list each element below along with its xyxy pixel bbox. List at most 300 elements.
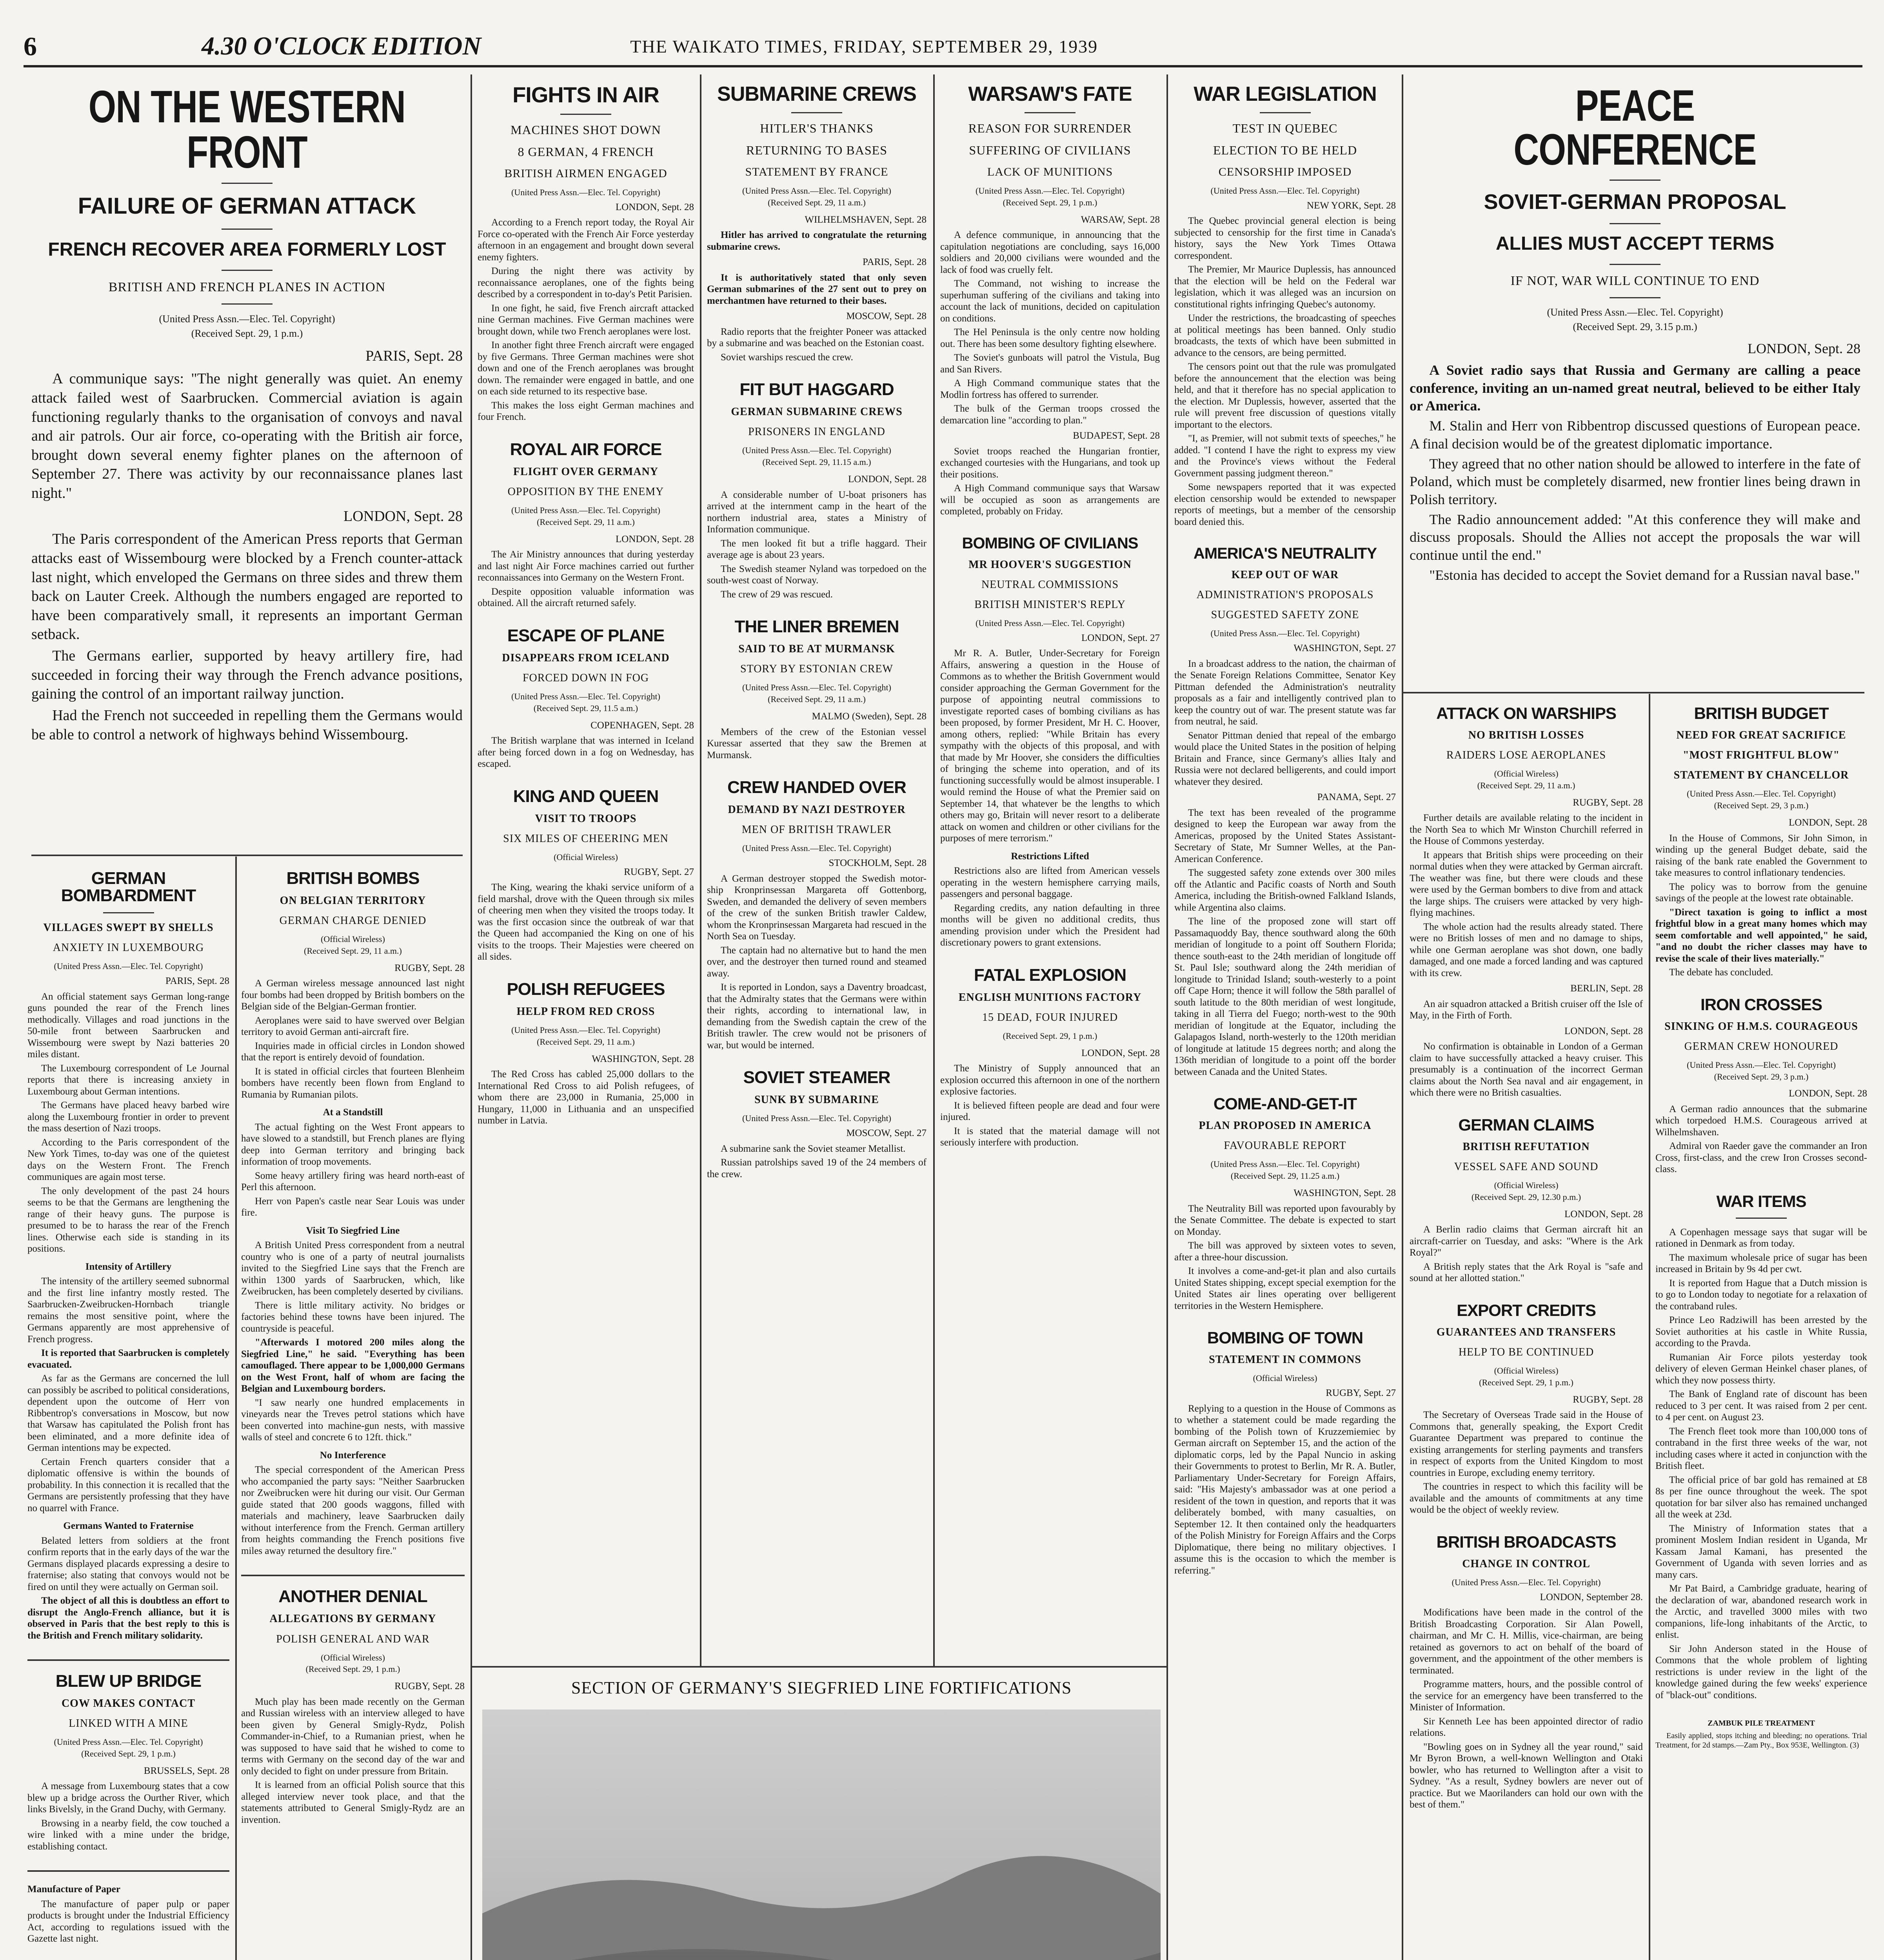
story-british-bombs [241,870,465,1557]
received-time: (Received Sept. 29, 1 p.m.) [305,1664,400,1674]
paragraph: "I, as Premier, will not submit texts of speeches," he added. "I contend I have the right to express my view and the Province's views without the Federal Government passing judgment thereon." [1174,433,1396,479]
paragraph: A German wireless message announced last night four bombs had been dropped by British bombers on the Belgian side of the Belgian-German frontier. [241,978,465,1012]
deck: IF NOT, WAR WILL CONTINUE TO END [1510,273,1760,288]
paragraph: Senator Pittman denied that repeal of the embargo would place the United States in the position of helping Britain and France, since Germany's allies Italy and Russia were not declared belligerents, and could import whatever they desired. [1174,730,1396,787]
paragraph: "Estonia has decided to accept the Soviet demand for a Russian naval base." [1429,567,1860,583]
story-war-items [1655,1193,1867,1701]
folio-line: THE WAIKATO TIMES, FRIDAY, SEPTEMBER 29, 1939 [630,36,1098,56]
deck: BRITISH REFUTATION [1463,1140,1590,1153]
paragraph: A communique says: "The night generally was quiet. An enemy attack failed west of Saarbrucken. Commercial aviation is again functioning regularly thanks to the organisation of convoys and naval and air patrols. Our air force, co-operating with the British air force, brought down several enemy fighter planes on the afternoon of September 27. There was activity by our reconnaissance planes last night." [31,370,463,502]
dateline: LONDON, Sept. 28 [1789,817,1867,828]
story-submarine-crews [707,84,927,363]
deck: MEN OF BRITISH TRAWLER [741,824,892,836]
paragraph: It involves a come-and-get-it plan and also curtails United States shipping, except special exemption for the United States air lines operating over belligerent territories in the Western Hemisphere. [1174,1266,1396,1311]
paragraph: The censors point out that the rule was promulgated before the announcement that the election was being held, and that it therefore has no special application to the election. Mr Duplessis, however, asserted that the rule will prevent free discussion of questions vitally important to the electors. [1174,361,1396,430]
deck: TEST IN QUEBEC [1232,121,1338,135]
paragraph: It is reported that Saarbrucken is completely evacuated. [27,1348,229,1370]
deck: NEUTRAL COMMISSIONS [981,578,1119,591]
paragraph: A Soviet radio says that Russia and Germany are calling a peace conference, inviting an un-named great neutral, believed to be either Italy or America. [1410,362,1860,414]
dateline: PARIS, Sept. 28 [365,347,463,364]
received-time: (Received Sept. 29, 1 p.m.) [191,328,303,339]
deck: 8 GERMAN, 4 FRENCH [518,144,654,159]
wire-credit: (United Press Assn.—Elec. Tel. Copyright) [1210,1159,1360,1169]
paragraph: Sir John Anderson stated in the House of Commons that the whole problem of lighting restrictions is under review in the light of the knowledge gained during the few weeks' experience of "black-out" conditions. [1655,1643,1867,1700]
deck: SIX MILES OF CHEERING MEN [503,832,669,845]
divider [1610,180,1661,181]
column-6 [1174,78,1396,1960]
subheading: Intensity of Artillery [85,1261,172,1272]
deck: ON BELGIAN TERRITORY [280,895,426,907]
dateline: LONDON, Sept. 28 [616,201,694,212]
deck: SUGGESTED SAFETY ZONE [1211,609,1359,621]
paragraph: It is reported from Hague that a Dutch mission is to go to London today to negotiate for a relaxation of the contraband rules. [1655,1278,1867,1312]
paragraph: The Air Ministry announces that during yesterday and last night Air Force machines carried out further reconnaissances into Germany on the Western Front. [478,549,694,583]
photo-title: SECTION OF GERMANY'S SIEGFRIED LINE FORTIFICATIONS [571,1678,1072,1697]
column-rule [471,74,472,1960]
story-british-budget [1655,705,1867,978]
dateline: MOSCOW, Sept. 27 [846,1128,927,1139]
paragraph: "Direct taxation is going to inflict a most frightful blow in a great many homes which may seem comfortable and well appointed," he said, "and no doubt the richer classes may have to revise the scale of their lives materially." [1655,907,1867,964]
dateline: BRUSSELS, Sept. 28 [144,1765,229,1776]
headline: SOVIET STEAMER [743,1068,890,1087]
paragraph: Some newspapers reported that it was expected election censorship would be extended to newspaper reports of meetings, but a member of the censorship board denied this. [1174,482,1396,527]
deck: LACK OF MUNITIONS [987,165,1113,178]
story-iron-crosses [1655,996,1867,1175]
deck: VESSEL SAFE AND SOUND [1454,1161,1599,1173]
advertisement [1655,1719,1867,1750]
wire-credit: (United Press Assn.—Elec. Tel. Copyright) [742,445,891,456]
wire-credit: (Official Wireless) [554,852,618,862]
divider [1610,223,1661,224]
paragraph: Mr Pat Baird, a Cambridge graduate, hearing of the declaration of war, abandoned research work in the Arctic, and travelled 3000 miles with two companions, life-long inhabitants of the Arctic, to enlist. [1655,1583,1867,1641]
dateline: LONDON, Sept. 28 [1564,1209,1643,1220]
received-time: (Received Sept. 29, 11.25 a.m.) [1230,1171,1340,1181]
divider [241,1575,465,1576]
paragraph: Russian patrolships saved 19 of the 24 members of the crew. [707,1157,927,1180]
paragraph: Programme matters, hours, and the possible control of the service for an emergency have been transferred to the Minister of Information. [1410,1679,1643,1713]
dateline: WILHELMSHAVEN, Sept. 28 [805,214,927,225]
dateline: LONDON, Sept. 28 [848,474,927,485]
paragraph: The Paris correspondent of the American Press reports that German attacks east of Wissembourg were blocked by a French counter-attack last night, which enveloped the Germans on three sides and threw them back on Lauter Creek. Although the numbers engaged are reported to have been comparatively small, it represents an important German setback. [31,531,463,643]
column-1a [27,864,229,1960]
deck: ADMINISTRATION'S PROPOSALS [1196,589,1374,601]
received-time: (Received Sept. 29, 1 p.m.) [1003,197,1097,207]
received-time: (Received Sept. 29, 3 p.m.) [1714,1071,1809,1082]
wire-credit: (United Press Assn.—Elec. Tel. Copyright) [976,185,1125,196]
subheading: Manufacture of Paper [27,1884,120,1895]
wire-credit: (United Press Assn.—Elec. Tel. Copyright) [1547,307,1723,318]
received-time: (Received Sept. 29, 1 p.m.) [1479,1377,1573,1387]
story-attack-on-warships [1410,705,1643,1099]
wire-credit: (United Press Assn.—Elec. Tel. Copyright) [511,505,660,515]
wire-credit: (Official Wireless) [1494,1180,1559,1191]
column-3 [478,78,694,1662]
deck: SOVIET-GERMAN PROPOSAL [1484,190,1786,214]
headline: BRITISH BUDGET [1694,704,1829,722]
deck: STATEMENT BY CHANCELLOR [1673,769,1849,782]
paragraph: The Red Cross has cabled 25,000 dollars to the International Red Cross to aid Polish refugees, of whom there are 23,000 in Rumania, 25,000 in Hungary, 11,000 in Lithuania and an unspecified number in Latvia. [478,1069,694,1126]
story-manufacture-of-paper [27,1884,229,1945]
divider [27,1870,229,1872]
received-time: (Received Sept. 29, 11 a.m.) [537,1036,635,1047]
paragraph: The text has been revealed of the programme designed to keep the European war away from the Americas, proposed by the United States Assistant-Secretary of State, Mr Sumner Welles, at the Pan-American Conference. [1174,807,1396,864]
wire-credit: (United Press Assn.—Elec. Tel. Copyright) [54,961,203,971]
headline: POLISH REFUGEES [507,979,665,999]
deck: HELP TO BE CONTINUED [1458,1346,1594,1358]
divider [1736,1218,1787,1219]
deck: SAID TO BE AT MURMANSK [738,643,895,655]
dateline: LONDON, Sept. 28 [1081,1047,1160,1058]
dateline: LONDON, Sept. 28 [616,534,694,544]
story-crew-handed-over [707,779,927,1051]
paragraph: Despite opposition valuable information was obtained. All the aircraft returned safely. [478,586,694,609]
paragraph: The Ministry of Supply announced that an explosion occurred this afternoon in one of the northern explosive factories. [940,1063,1160,1097]
headline: IRON CROSSES [1700,995,1822,1014]
deck: FLIGHT OVER GERMANY [513,465,659,478]
divider [1402,692,1864,693]
paragraph: A British United Press correspondent from a neutral country who is one of a party of neutral journalists invited to the Siegfried Line says that the French are within 1300 yards of Saarbrucken, which, like Zweibrucken, has been completely deserted by civilians. [241,1240,465,1297]
wire-credit: (United Press Assn.—Elec. Tel. Copyright) [511,187,660,197]
deck: GERMAN CHARGE DENIED [279,915,427,927]
paragraph: It is learned from an official Polish source that this alleged interview never took place, and that the statements attributed to General Smigly-Rydz are an invention. [241,1780,465,1825]
headline: GERMAN BOMBARDMENT [61,869,196,905]
dateline: RUGBY, Sept. 28 [394,962,465,973]
story-peace-conference [1410,78,1860,690]
paragraph: "I saw nearly one hundred emplacements in vineyards near the Treves petrol stations which have been converted into machine-gun nests, with massive walls of steel and concrete 6 to 12ft. thick." [241,1397,465,1443]
dateline: WASHINGTON, Sept. 28 [1294,1188,1396,1199]
headline: BRITISH BOMBS [286,869,420,888]
dateline: WASHINGTON, Sept. 28 [592,1053,694,1064]
deck: BRITISH AND FRENCH PLANES IN ACTION [108,279,386,294]
received-time: (Received Sept. 29, 12.30 p.m.) [1471,1192,1581,1202]
column-7a [1410,700,1643,1960]
headline: ON THE WESTERN FRONT [88,81,406,178]
wire-credit: (United Press Assn.—Elec. Tel. Copyright) [1452,1577,1601,1587]
deck: NO BRITISH LOSSES [1468,729,1584,741]
deck: BRITISH AIRMEN ENGAGED [504,167,667,180]
deck: CENSORSHIP IMPOSED [1218,165,1352,178]
divider [1260,112,1311,113]
wire-credit: (Official Wireless) [1494,769,1559,779]
headline: KING AND QUEEN [513,786,659,806]
paragraph: M. Stalin and Herr von Ribbentrop discussed questions of European peace. A final decision would be of the greatest diplomatic importance. [1410,418,1860,452]
paragraph: Replying to a question in the House of Commons as to whether a statement could be made regarding the bombing of the Polish town of Kruzzemiemiec by German aircraft on September 15, and the action of the diplomatic corps, led by the Papal Nuncio in asking their Governments to protest to Berlin, Mr R. A. Butler, Parliamentary Under-Secretary for Foreign Affairs, said: "His Majesty's ambassador was at one period a resident of the town in question, and reports that it was deliberately bombed, with many casualties, on September 12. It then contained only the headquarters of the Polish Ministry for Foreign Affairs and the Corps Diplomatique, there being no military objectives. I assume this is the occasion to which the member is referring." [1174,1403,1396,1576]
story-blew-up-bridge [27,1673,229,1852]
paragraph: The Hel Peninsula is the only centre now holding out. There has been some desultory fighting elsewhere. [940,327,1160,349]
paragraph: A considerable number of U-boat prisoners has arrived at the internment camp in the heart of the northern industrial area, states a Ministry of Information communique. [707,489,927,535]
headline: ROYAL AIR FORCE [510,439,662,459]
paragraph: The policy was to borrow from the genuine savings of the people at the lowest rate obtainable. [1655,881,1867,904]
paragraph: The only development of the past 24 hours seems to be that the Germans are lengthening the range of their heavy guns. The purpose is presumed to be to harass the rear of the French lines. Otherwise each side is standing in its positions. [27,1185,229,1254]
wire-credit: (Official Wireless) [321,1652,385,1662]
story-soviet-steamer [707,1069,927,1180]
paragraph: The Command, not wishing to increase the superhuman suffering of the civilians and taking into account the lack of munitions, decided on capitulation on conditions. [940,278,1160,324]
story-royal-air-force [478,441,694,609]
paragraph: Much play has been made recently on the German and Russian wireless with an interview alleged to have been given by General Smigly-Rydz, Polish Commander-in-Chief, to a Rumanian priest, when he was supposed to have said that he wished to come to terms with Germany on the second day of the war and only decided to fight on under pressure from Britain. [241,1696,465,1777]
dateline: BUDAPEST, Sept. 28 [1073,430,1160,441]
deck: ENGLISH MUNITIONS FACTORY [958,991,1142,1004]
paragraph: Had the French not succeeded in repelling them the Germans would be able to control a network of highways behind Wissembourg. [31,707,463,743]
page-masthead [24,27,1862,67]
paragraph: Sir Kenneth Lee has been appointed director of radio relations. [1410,1716,1643,1739]
divider [560,114,611,115]
paragraph: No confirmation is obtainable in London of a German claim to have successfully attacked a heavy cruiser. This presumably is a continuation of the incorrect German claims about the North Sea naval and air engagement, in which there were no British casualties. [1410,1041,1643,1098]
dateline: LONDON, September 28. [1540,1592,1643,1602]
story-bombing-of-civilians [940,535,1160,949]
paragraph: The bill was approved by sixteen votes to seven, after a three-hour discussion. [1174,1240,1396,1263]
paragraph: Admiral von Raeder gave the commander an Iron Cross, first-class, and the crew Iron Crosses second-class. [1655,1141,1867,1175]
wire-credit: (United Press Assn.—Elec. Tel. Copyright) [1687,789,1836,799]
deck: DISAPPEARS FROM ICELAND [502,652,670,664]
story-fights-in-air [478,84,694,423]
divider [103,912,154,913]
dateline: WARSAW, Sept. 28 [1081,214,1160,225]
deck: 15 DEAD, FOUR INJURED [982,1011,1118,1024]
deck: SUNK BY SUBMARINE [754,1094,879,1106]
headline: COME-AND-GET-IT [1213,1094,1357,1113]
paragraph: The British warplane that was interned in Iceland after being forced down in a fog on Wednesday, has escaped. [478,735,694,769]
dateline: LONDON, Sept. 28 [1748,340,1860,356]
paragraph: It appears that British ships were proceeding on their normal duties when they were attacked by German aircraft. The weather was fine, but there were clouds and these were used by the German bombers to dive from and attack the large ships. The cruisers were attacked by very high-flying machines. [1410,849,1643,918]
received-time: (Received Sept. 29, 1 p.m.) [81,1749,176,1759]
divider [1025,112,1076,113]
paragraph: In a broadcast address to the nation, the chairman of the Senate Foreign Relations Committee, Senator Key Pittman defended the Administration's neutrality proposals as a fair and intelligently contrived plan to keep the country out of war. The present statute was far from neutral, he said. [1174,658,1396,727]
subheading: Germans Wanted to Fraternise [63,1521,194,1532]
paragraph: The Premier, Mr Maurice Duplessis, has announced that the election will be held on the Federal war legislation, which it was alleged was an incursion on constitutional rights infringing Quebec's autonomy. [1174,264,1396,310]
siegfried-line-photo [482,1710,1161,1960]
paragraph: The Neutrality Bill was reported upon favourably by the Senate Committee. The debate is expected to start on Monday. [1174,1203,1396,1237]
paragraph: The captain had no alternative but to hand the men over, and the destroyer then turned round and steamed away. [707,945,927,979]
edition-label: 4.30 O'CLOCK EDITION [202,32,481,60]
deck: OPPOSITION BY THE ENEMY [507,485,664,498]
headline: BRITISH BROADCASTS [1436,1532,1616,1551]
paragraph: A High Command communique states that the Modlin fortress has offered to surrender. [940,378,1160,400]
divider [791,112,842,113]
dateline: COPENHAGEN, Sept. 28 [590,720,694,731]
story-bombing-of-town [1174,1330,1396,1576]
deck: FAILURE OF GERMAN ATTACK [78,193,416,219]
headline: EXPORT CREDITS [1457,1301,1596,1319]
paragraph: The Swedish steamer Nyland was torpedoed on the south-west coast of Norway. [707,563,927,586]
headline: ATTACK ON WARSHIPS [1436,704,1616,722]
page-number: 6 [24,31,37,61]
deck: GERMAN SUBMARINE CREWS [731,406,903,418]
deck: ELECTION TO BE HELD [1213,143,1357,157]
paragraph: The special correspondent of the American Press who accompanied the party says: "Neither Saarbrucken nor Zweibrucken were hit during our visit. Our German guide stated that 200 goods waggons, filled with materials and machinery, leave Saarbrucken daily without interference from the French. German artillery from heights commanding the French positions five miles away returned the desultory fire." [241,1465,465,1556]
divider [1610,297,1661,298]
deck: SUFFERING OF CIVILIANS [969,143,1131,157]
headline: SUBMARINE CREWS [717,83,916,105]
dateline: RUGBY, Sept. 27 [1326,1388,1396,1399]
story-german-claims [1410,1117,1643,1284]
story-german-bombardment [27,870,229,1641]
deck: MACHINES SHOT DOWN [511,123,661,137]
headline: BOMBING OF TOWN [1207,1328,1363,1347]
paragraph: Members of the crew of the Estonian vessel Kuressar asserted that they saw the Bremen at Murmansk. [707,726,927,760]
headline: BLEW UP BRIDGE [55,1671,202,1691]
divider [27,1659,229,1661]
paragraph: Rumanian Air Force pilots yesterday took delivery of eleven German Heinkel chaser planes, of which they now possess thirty. [1655,1352,1867,1386]
wire-credit: (United Press Assn.—Elec. Tel. Copyright) [1210,185,1360,196]
story-come-and-get-it [1174,1096,1396,1312]
headline: ESCAPE OF PLANE [507,626,665,645]
story-americas-neutrality [1174,546,1396,1078]
paragraph: An official statement says German long-range guns pounded the rear of the French lines methodically. Villages and road junctions in the 50-mile front between Saarbrucken and Wissembourg were swept by Nazi batteries 20 miles distant. [27,991,229,1060]
wire-credit: (Official Wireless) [321,934,385,944]
paragraph: Browsing in a nearby field, the cow touched a wire linked with a mine under the bridge, establishing contact. [27,1818,229,1852]
received-time: (Received Sept. 29, 3.15 p.m.) [1573,321,1697,333]
paragraph: The official price of bar gold has remained at £8 8s per fine ounce throughout the week. The spot quotation for bar silver also has remained unchanged all the week at 23d. [1655,1474,1867,1520]
deck: PRISONERS IN ENGLAND [748,426,885,438]
paragraph: "Afterwards I motored 200 miles along the Siegfried Line," he said. "Everything has been camouflaged. There appear to be 1,000,000 Germans on the West Front, half of whom are facing the Belgian and Luxembourg borders. [241,1337,465,1394]
paragraph: The King, wearing the khaki service uniform of a field marshal, drove with the Queen through six miles of cheering men when they visited the troops today. It was the first occasion since the outbreak of war that the Queen had accompanied the King on one of his visits to the troops. Their Majesties were cheered on all sides. [478,882,694,962]
paragraph: It is believed fifteen people are dead and four were injured. [940,1100,1160,1123]
deck: FORCED DOWN IN FOG [522,671,649,684]
wire-credit: (United Press Assn.—Elec. Tel. Copyright) [54,1737,203,1747]
paragraph: Restrictions also are lifted from American vessels operating in the western hemisphere carrying mails, passengers and personal baggage. [940,866,1160,900]
dateline: LONDON, Sept. 28 [1789,1088,1867,1099]
paragraph: The manufacture of paper pulp or paper products is brought under the Industrial Efficiency Act, according to regulations issued with the Gazette last night. [27,1898,229,1944]
dateline: NEW YORK, Sept. 28 [1306,200,1396,211]
received-time: (Received Sept. 29, 11 a.m.) [768,694,866,704]
paragraph: According to the Paris correspondent of the New York Times, to-day was one of the quietest days on the Western Front. The French communiques are again most terse. [27,1137,229,1183]
divider [222,303,273,305]
paragraph: The suggested safety zone extends over 300 miles off the Atlantic and Pacific coasts of North and South America, including the British-owned Falkland Islands, while Argentina also claims. [1174,867,1396,913]
paragraph: Hitler has arrived to congratulate the returning submarine crews. [707,230,927,252]
photo-block [482,1678,1161,1960]
paragraph: They agreed that no other nation should be allowed to interfere in the fate of Poland, which must be completely disarmed, new frontier lines being drawn in Polish territory. [1410,456,1860,507]
deck: ALLEGATIONS BY GERMANY [269,1613,436,1625]
paragraph: The Ministry of Information states that a prominent Moslem Indian resident in Uganda, Mr Kassam Jamal Kamani, has presented the Government of Uganda with seven lorries and as many cars. [1655,1523,1867,1580]
paragraph: The debate has concluded. [1669,967,1773,978]
paragraph: The bulk of the German troops crossed the demarcation line "according to plan." [940,403,1160,426]
column-rule [235,857,237,1960]
headline: CREW HANDED OVER [727,778,906,797]
headline: GERMAN CLAIMS [1458,1115,1594,1134]
wire-credit: (United Press Assn.—Elec. Tel. Copyright) [742,185,891,196]
column-5 [940,78,1160,1662]
deck: NEED FOR GREAT SACRIFICE [1676,729,1846,741]
deck: BRITISH MINISTER'S REPLY [974,598,1126,611]
received-time: (Received Sept. 29, 11.5 a.m.) [533,703,638,713]
column-rule [1402,74,1403,1960]
divider [471,1666,1168,1668]
dateline: RUGBY, Sept. 28 [1573,1394,1643,1405]
paragraph: The Secretary of Overseas Trade said in the House of Commons that, generally speaking, the Export Credit Guarantee Department was prepared to continue the existing arrangements for sterling payments and transfers in respect of exports from the United Kingdom to most countries in Europe, excluding enemy territory. [1410,1410,1643,1478]
wire-credit: (United Press Assn.—Elec. Tel. Copyright) [159,313,335,325]
deck: ALLIES MUST ACCEPT TERMS [1495,233,1775,254]
headline: FIT BUT HAGGARD [739,380,894,399]
received-time: (Received Sept. 29, 11 a.m.) [537,517,635,527]
column-rule [700,74,701,1666]
headline: PEACE CONFERENCE [1513,81,1757,174]
deck: FRENCH RECOVER AREA FORMERLY LOST [48,239,446,260]
received-time: (Received Sept. 29, 11 a.m.) [304,946,402,956]
wire-credit: (United Press Assn.—Elec. Tel. Copyright) [511,1025,660,1035]
paragraph: In another fight three French aircraft were engaged by five Germans. Three German machines were shot down and one of the French aeroplanes was brought down. The remainder were engaged in battle, and one on each side returned to its respective base. [478,340,694,397]
wire-credit: (United Press Assn.—Elec. Tel. Copyright) [1687,1060,1836,1070]
ad-title: ZAMBUK PILE TREATMENT [1708,1719,1815,1728]
dateline: RUGBY, Sept. 28 [1573,797,1643,808]
deck: "MOST FRIGHTFUL BLOW" [1682,749,1840,762]
paragraph: A message from Luxembourg states that a cow blew up a bridge across the Ourther River, which links Bivelsly, in the Grand Duchy, with Germany. [27,1781,229,1815]
paragraph: The actual fighting on the West Front appears to have slowed to a standstill, but French planes are flying deep into German territory and bringing back information of troop movements. [241,1122,465,1167]
paragraph: The Soviet's gunboats will patrol the Vistula, Bug and San Rivers. [940,352,1160,375]
deck: DEMAND BY NAZI DESTROYER [728,804,906,816]
deck: COW MAKES CONTACT [61,1697,196,1710]
paragraph: Inquiries made in official circles in London showed that the report is entirely devoid of foundation. [241,1040,465,1063]
deck: STORY BY ESTONIAN CREW [740,663,893,675]
paragraph: An air squadron attacked a British cruiser off the Isle of May, in the Firth of Forth. [1410,998,1643,1021]
deck: PLAN PROPOSED IN AMERICA [1199,1120,1372,1132]
paragraph: Herr von Papen's castle near Sear Louis was under fire. [241,1196,465,1218]
story-fatal-explosion [940,967,1160,1149]
wire-credit: (United Press Assn.—Elec. Tel. Copyright) [742,1113,891,1123]
paragraph: Soviet troops reached the Hungarian frontier, exchanged courtesies with the Hungarians, and took up their positions. [940,446,1160,480]
story-escape-of-plane [478,627,694,770]
headline: FIGHTS IN AIR [512,82,659,107]
paragraph: Under the restrictions, the broadcasting of speeches at political meetings has been banned. Only studio broadcasts, the texts of which have been submitted in advance to the censors, are being permitted. [1174,313,1396,358]
deck: VISIT TO TROOPS [535,812,637,825]
received-time: (Received Sept. 29, 1 p.m.) [1003,1031,1097,1041]
deck: FAVOURABLE REPORT [1224,1140,1346,1152]
subheading: At a Standstill [323,1107,383,1118]
paragraph: During the night there was activity by reconnaissance aeroplanes, one of the fights being described by a correspondent in to-day's Petit Parisien. [478,266,694,300]
paragraph: Mr R. A. Butler, Under-Secretary for Foreign Affairs, answering a question in the House of Commons as to whether the British Government would consider approaching the German Government for the purpose of appointing neutral commissions to investigate reported cases of bombing civilians as has been proposed, by former President, Mr H. C. Hoover, among others, replied: "While Britain has every sympathy with the objects of this proposal, and with that made by Mr Hoover, she considers the difficulties of bringing the scheme into operation, and of its functioning successfully would be almost insuperable. I would remind the House of what the Premier said on September 14, that whatever be the lengths to which others may go, Britain will never resort to a deliberate attack on women and children or other civilians for the purposes of mere terrorism." [940,648,1160,844]
column-8 [1655,700,1867,1960]
dateline: LONDON, Sept. 28 [1564,1025,1643,1036]
ad-text: Easily applied, stops itching and bleeding; no operations. Trial Treatment, for 2d stamps.—Zam Pty., Box 953E, Wellington. (3) [1655,1731,1867,1749]
deck: GERMAN CREW HONOURED [1684,1040,1839,1053]
deck: RETURNING TO BASES [746,143,887,157]
headline: WAR ITEMS [1716,1192,1806,1210]
deck: SINKING OF H.M.S. COURAGEOUS [1664,1020,1858,1033]
column-rule [1166,74,1168,1960]
deck: RAIDERS LOSE AEROPLANES [1446,749,1606,762]
deck: STATEMENT IN COMMONS [1209,1354,1361,1366]
paragraph: The maximum wholesale price of sugar has been increased in Britain by 9s 4d per cwt. [1655,1252,1867,1275]
paragraph: The Luxembourg correspondent of Le Journal reports that there is increasing anxiety in Luxembourg about German intentions. [27,1063,229,1097]
wire-credit: (United Press Assn.—Elec. Tel. Copyright) [976,618,1125,628]
paragraph: The crew of 29 was rescued. [721,589,833,600]
dateline: LONDON, Sept. 28 [343,508,463,524]
paragraph: The Quebec provincial general election is being subjected to censorship for the first time in Canada's history, says the New York Times Ottawa correspondent. [1174,216,1396,261]
headline: AMERICA'S NEUTRALITY [1193,545,1377,563]
paragraph: Aeroplanes were said to have swerved over Belgian territory to avoid German anti-aircraft fire. [241,1015,465,1038]
paragraph: It is stated that the material damage will not seriously interfere with production. [940,1125,1160,1148]
paragraph: A submarine sank the Soviet steamer Metallist. [721,1143,906,1154]
paragraph: The men looked fit but a trifle haggard. Their average age is about 23 years. [707,538,927,561]
paragraph: The French fleet took more than 100,000 tons of contraband in the first three weeks of the war, not including cases where it acted in conjunction with the British fleet. [1655,1426,1867,1472]
dateline: MOSCOW, Sept. 28 [846,311,927,322]
paragraph: This makes the loss eight German machines and four French. [478,400,694,423]
story-war-legislation [1174,84,1396,528]
paragraph: Certain French quarters consider that a diplomatic offensive is within the bounds of probability. In this connection it is recalled that the Germans are persistently professing that they have no quarrel with France. [27,1456,229,1514]
deck: POLISH GENERAL AND WAR [276,1633,430,1645]
paragraph: A defence communique, in announcing that the capitulation negotiations are concluding, says 16,000 soldiers and 20,000 civilians were wounded and the lack of food was cruelly felt. [940,230,1160,275]
dateline: RUGBY, Sept. 27 [624,866,694,877]
headline: BOMBING OF CIVILIANS [962,534,1138,552]
wire-credit: (Official Wireless) [1494,1366,1559,1376]
column-2 [241,864,465,1960]
dateline: STOCKHOLM, Sept. 28 [828,858,927,869]
deck: VILLAGES SWEPT BY SHELLS [43,922,214,934]
paragraph: Regarding credits, any nation defaulting in three months will be given no additional credits, thus amending provision under which the President had discretionary powers to grant extensions. [940,902,1160,948]
dateline: PARIS, Sept. 28 [165,976,229,987]
dateline: PANAMA, Sept. 27 [1317,792,1396,803]
paragraph: According to a French report today, the Royal Air Force co-operated with the French Air Force yesterday afternoon in an engagement and brought down several enemy fighters. [478,217,694,263]
paragraph: The object of all this is doubtless an effort to disrupt the Anglo-French alliance, but it is observed in Paris that the best reply to this is the British and French military solidarity. [27,1595,229,1641]
